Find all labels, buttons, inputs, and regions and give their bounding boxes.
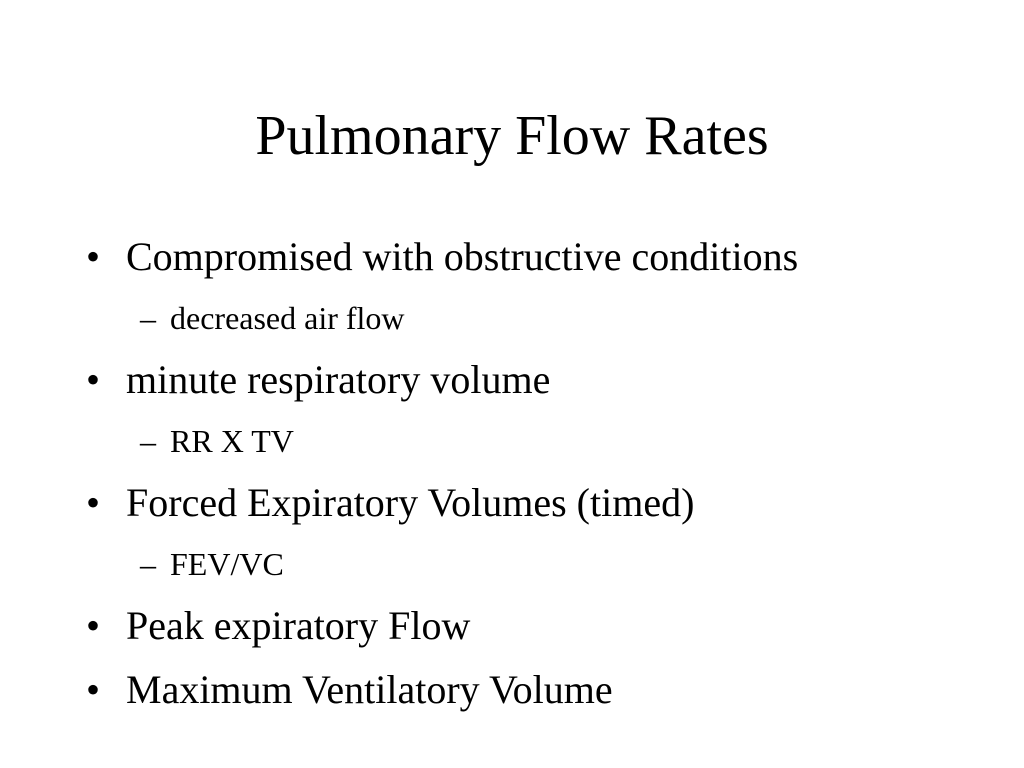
sub-bullet-text: RR X TV <box>170 423 294 459</box>
bullet-text: Forced Expiratory Volumes (timed) <box>126 480 695 525</box>
bullet-text: Maximum Ventilatory Volume <box>126 667 613 712</box>
sub-bullet-item <box>140 544 284 584</box>
bullet-item <box>86 478 694 528</box>
sub-bullet-item <box>140 421 294 461</box>
bullet-item <box>86 665 613 715</box>
sub-bullet-text: FEV/VC <box>170 546 284 582</box>
sub-bullet-marker: – <box>140 546 156 582</box>
bullet-item <box>86 601 470 651</box>
bullet-marker: • <box>86 357 101 402</box>
bullet-item <box>86 355 550 405</box>
bullet-text: Peak expiratory Flow <box>126 603 471 648</box>
sub-bullet-text: decreased air flow <box>170 300 405 336</box>
sub-bullet-item <box>140 298 405 338</box>
bullet-marker: • <box>86 234 101 279</box>
bullet-marker: • <box>86 603 101 648</box>
sub-bullet-marker: – <box>140 300 156 336</box>
sub-bullet-marker: – <box>140 423 156 459</box>
bullet-text: Compromised with obstructive conditions <box>126 234 799 279</box>
slide-title: Pulmonary Flow Rates <box>255 105 769 167</box>
bullet-item <box>86 232 798 282</box>
bullet-marker: • <box>86 667 101 712</box>
bullet-text: minute respiratory volume <box>126 357 551 402</box>
bullet-marker: • <box>86 480 101 525</box>
